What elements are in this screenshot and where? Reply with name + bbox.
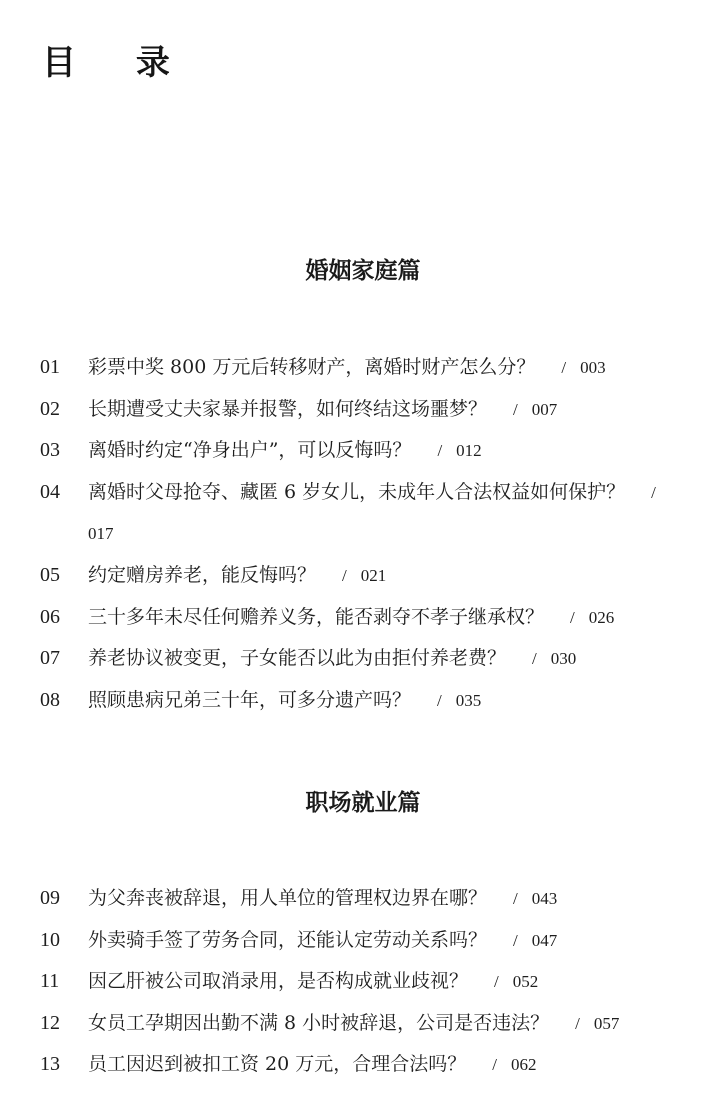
entry-page-number: 017 [88, 524, 114, 544]
entry-separator: / [651, 482, 656, 502]
entry-page-number: 030 [550, 649, 577, 669]
entry-title: 长期遭受丈夫家暴并报警，如何终结这场噩梦？ [88, 397, 488, 420]
entry-number: 08 [40, 688, 60, 711]
entry-title: 彩票中奖 800 万元后转移财产，离婚时财产怎么分？ [88, 356, 536, 378]
entry-page-number: 043 [531, 889, 558, 908]
entry-title: 女员工孕期因出勤不满 8 小时被辞退，公司是否违法？ [88, 1011, 550, 1034]
entry-separator: / [575, 1013, 580, 1033]
section-heading: 职场就业篇 [305, 790, 421, 816]
entry-title: 外卖骑手签了劳务合同，还能认定劳动关系吗？ [88, 928, 488, 951]
entry-separator: / [513, 399, 518, 419]
entry-separator: / [513, 889, 518, 908]
entry-title: 离婚时父母抢夺、藏匿 6 岁女儿，未成年人合法权益如何保护？ [88, 480, 626, 503]
entry-page-number: 052 [512, 972, 539, 992]
entry-separator: / [513, 930, 518, 950]
toc-entry-11[interactable] [0, 961, 722, 1003]
section-workplace-employment [0, 786, 722, 1086]
entry-separator: / [532, 649, 537, 669]
toc-entry-04[interactable] [0, 472, 722, 555]
entry-title: 因乙肝被公司取消录用，是否构成就业歧视？ [88, 970, 469, 993]
entry-title: 离婚时约定“净身出户”，可以反悔吗？ [88, 439, 412, 462]
toc-entry-01[interactable] [0, 347, 722, 389]
toc-entry-09[interactable] [0, 878, 722, 920]
page-title: 目 录 [42, 43, 194, 83]
entry-number: 03 [40, 439, 60, 462]
entry-number: 13 [40, 1053, 60, 1076]
entry-separator: / [494, 972, 499, 992]
section-heading: 婚姻家庭篇 [305, 258, 421, 284]
entry-number: 12 [40, 1011, 60, 1034]
entry-separator: / [342, 565, 347, 585]
entry-separator: / [561, 358, 567, 377]
entry-separator: / [570, 607, 575, 627]
toc-entry-10[interactable] [0, 920, 722, 962]
section-marriage-family [0, 254, 722, 721]
toc-entry-07[interactable] [0, 638, 722, 680]
toc-entry-08[interactable] [0, 680, 722, 722]
toc-entry-12[interactable] [0, 1003, 722, 1045]
toc-entry-03[interactable] [0, 430, 722, 472]
entry-title: 员工因迟到被扣工资 20 万元，合理合法吗？ [88, 1053, 467, 1076]
entry-page-number: 021 [360, 565, 387, 585]
entry-number: 11 [40, 970, 60, 993]
entry-number: 10 [40, 928, 60, 951]
entry-page-number: 012 [456, 441, 482, 461]
entry-page-number: 047 [531, 930, 558, 950]
entry-page-number: 026 [588, 607, 615, 627]
entry-title: 约定赠房养老，能反悔吗？ [88, 563, 317, 586]
entry-number: 05 [40, 563, 60, 586]
toc-entry-13[interactable] [0, 1044, 722, 1086]
entry-number: 09 [40, 887, 60, 909]
entry-separator: / [437, 441, 443, 461]
toc-entry-05[interactable] [0, 555, 722, 597]
entry-number: 07 [40, 647, 60, 670]
toc-entry-02[interactable] [0, 389, 722, 431]
entry-page-number: 007 [531, 399, 558, 419]
entry-title: 照顾患病兄弟三十年，可多分遗产吗？ [88, 688, 412, 711]
entry-separator: / [437, 690, 442, 710]
entry-page-number: 003 [580, 358, 606, 377]
entry-title: 为父奔丧被辞退，用人单位的管理权边界在哪？ [88, 887, 488, 909]
entry-number: 04 [40, 480, 60, 503]
entry-page-number: 057 [593, 1013, 620, 1033]
entry-title: 三十多年未尽任何赡养义务，能否剥夺不孝子继承权？ [88, 605, 545, 628]
toc-list [0, 878, 722, 1086]
entry-separator: / [492, 1055, 497, 1075]
toc-entry-06[interactable] [0, 597, 722, 639]
entry-number: 06 [40, 605, 60, 628]
entry-number: 01 [40, 356, 60, 378]
entry-page-number: 062 [511, 1055, 537, 1075]
entry-number: 02 [40, 397, 60, 420]
entry-page-number: 035 [455, 690, 482, 710]
entry-title: 养老协议被变更，子女能否以此为由拒付养老费？ [88, 647, 507, 670]
toc-list [0, 347, 722, 721]
